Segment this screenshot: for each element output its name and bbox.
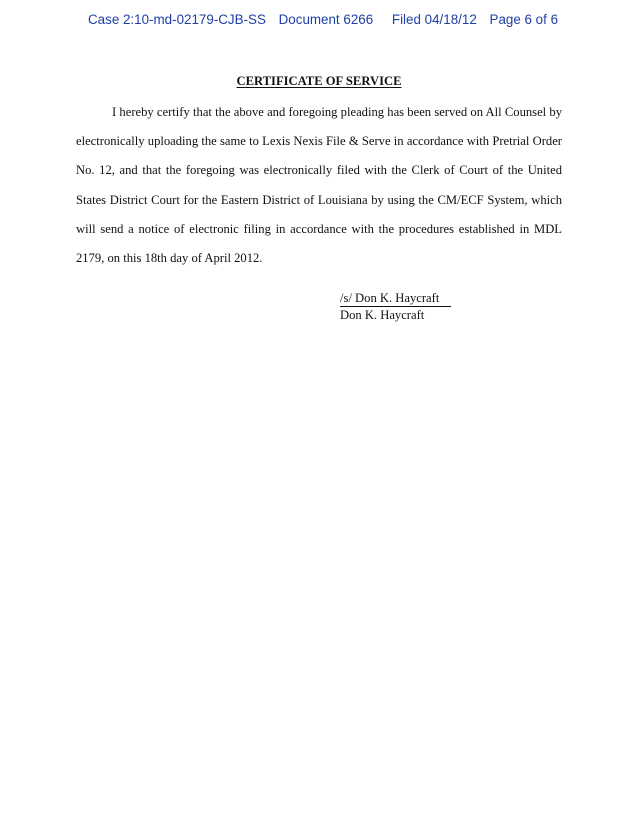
filed-date: Filed 04/18/12 (391, 12, 477, 27)
certificate-title: CERTIFICATE OF SERVICE (236, 74, 402, 88)
certificate-body: I hereby certify that the above and foregoing pleading has been served on All Counsel by electronically uploading the same to Lexis Nexis File & Serve in accordance with Pretrial Order No. 12, and that the foregoing was electronically filed with the Clerk of Court of the United States District Court for the Eastern District of Louisiana by using the CM/ECF System, which will send a notice of electronic filing in accordance with the procedures established in MDL 2179, on this 18th day of April 2012. (76, 105, 562, 266)
case-number: Case 2:10-md-02179-CJB-SS (88, 12, 266, 27)
signature-block (340, 290, 451, 323)
ecf-header (88, 12, 558, 27)
electronic-signature: /s/ Don K. Haycraft (340, 290, 451, 307)
signer-name: Don K. Haycraft (340, 308, 425, 322)
page-number: Page 6 of 6 (489, 12, 559, 27)
document-number: Document 6266 (278, 12, 374, 27)
